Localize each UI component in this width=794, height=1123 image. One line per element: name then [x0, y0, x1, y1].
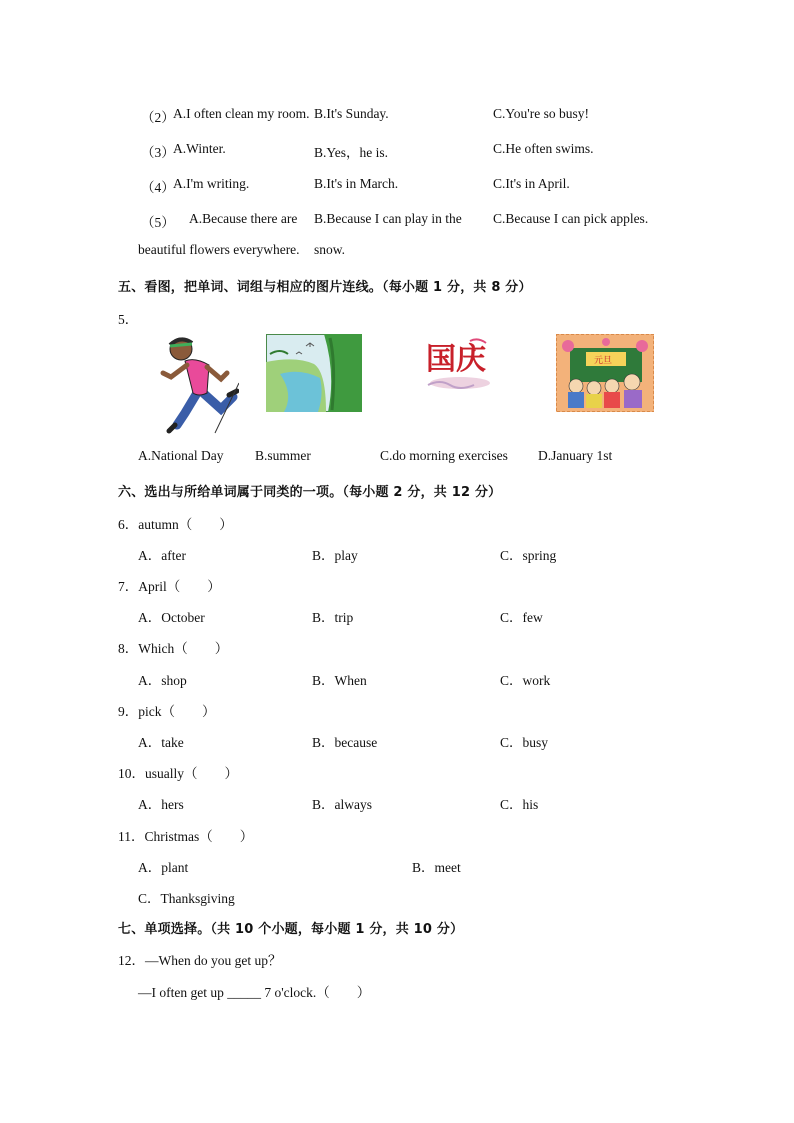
- q4-5-option-a-line1[interactable]: A.Because there are: [189, 211, 298, 226]
- q8-option-b[interactable]: B．When: [312, 673, 367, 688]
- q7-stem: 7．April（ ）: [118, 579, 221, 594]
- q6-option-b[interactable]: B．play: [312, 548, 358, 563]
- q8-option-a[interactable]: A．shop: [138, 673, 187, 688]
- q4-2-option-c[interactable]: C.You're so busy!: [493, 106, 589, 121]
- section7-heading: 七、单项选择。（共 10 个小题，每小题 1 分，共 10 分）: [118, 922, 464, 937]
- q4-4-option-c[interactable]: C.It's in April.: [493, 176, 570, 191]
- q7-option-c[interactable]: C．few: [500, 610, 543, 625]
- q4-3-number: （3）: [141, 145, 175, 160]
- q6-option-a[interactable]: A．after: [138, 548, 186, 563]
- q9-option-b[interactable]: B．because: [312, 735, 378, 750]
- q11-option-c[interactable]: C．Thanksgiving: [138, 891, 235, 906]
- q4-4-option-a[interactable]: A.I'm writing.: [173, 176, 250, 191]
- q4-5-option-b-line2: snow.: [314, 242, 346, 257]
- label-summer[interactable]: B.summer: [255, 448, 311, 463]
- section6-heading: 六、选出与所给单词属于同类的一项。（每小题 2 分，共 12 分）: [118, 485, 502, 500]
- q4-2-option-a[interactable]: A.I often clean my room.: [173, 106, 310, 121]
- q6-stem: 6．autumn（ ）: [118, 517, 233, 532]
- q8-option-c[interactable]: C．work: [500, 673, 551, 688]
- q7-option-b[interactable]: B．trip: [312, 610, 354, 625]
- q4-3-option-a[interactable]: A.Winter.: [173, 141, 226, 156]
- q11-stem: 11．Christmas（ ）: [118, 829, 254, 844]
- q11-option-a[interactable]: A．plant: [138, 860, 189, 875]
- running-boy-image[interactable]: [155, 333, 239, 435]
- label-morning-exercises[interactable]: C.do morning exercises: [380, 448, 508, 463]
- q10-option-c[interactable]: C．his: [500, 797, 539, 812]
- q4-2-option-b[interactable]: B.It's Sunday.: [314, 106, 389, 121]
- q4-5-number: （5）: [141, 215, 175, 230]
- q12-line2: —I often get up _____ 7 o'clock.（ ）: [138, 985, 371, 1000]
- q4-3-option-b[interactable]: B.Yes，he is.: [314, 145, 389, 160]
- q4-5-option-c[interactable]: C.Because I can pick apples.: [493, 211, 649, 226]
- q4-5-option-a-line2: beautiful flowers everywhere.: [138, 242, 300, 257]
- q7-option-a[interactable]: A．October: [138, 610, 205, 625]
- q10-stem: 10．usually（ ）: [118, 766, 238, 781]
- q5-number: 5．: [118, 312, 139, 327]
- q4-4-option-b[interactable]: B.It's in March.: [314, 176, 399, 191]
- national-day-image[interactable]: [420, 335, 496, 395]
- label-january-1st[interactable]: D.January 1st: [538, 448, 613, 463]
- q9-stem: 9．pick（ ）: [118, 704, 216, 719]
- q10-option-a[interactable]: A．hers: [138, 797, 184, 812]
- q4-2-number: （2）: [141, 110, 175, 125]
- label-national-day[interactable]: A.National Day: [138, 448, 224, 463]
- summer-river-image[interactable]: [266, 334, 362, 412]
- q4-5-option-b-line1[interactable]: B.Because I can play in the: [314, 211, 462, 226]
- q6-option-c[interactable]: C．spring: [500, 548, 557, 563]
- q10-option-b[interactable]: B．always: [312, 797, 372, 812]
- q4-3-option-c[interactable]: C.He often swims.: [493, 141, 594, 156]
- section5-heading: 五、看图，把单词、词组与相应的图片连线。（每小题 1 分，共 8 分）: [118, 280, 532, 295]
- q4-4-number: （4）: [141, 180, 175, 195]
- q9-option-a[interactable]: A．take: [138, 735, 184, 750]
- new-year-celebration-image[interactable]: [556, 334, 654, 412]
- new-year-characters: 元旦: [594, 356, 613, 366]
- q11-option-b[interactable]: B．meet: [412, 860, 461, 875]
- q9-option-c[interactable]: C．busy: [500, 735, 549, 750]
- national-day-characters: 国庆: [426, 342, 486, 377]
- q12-line1: 12．—When do you get up？: [118, 953, 282, 968]
- q8-stem: 8．Which（ ）: [118, 641, 229, 656]
